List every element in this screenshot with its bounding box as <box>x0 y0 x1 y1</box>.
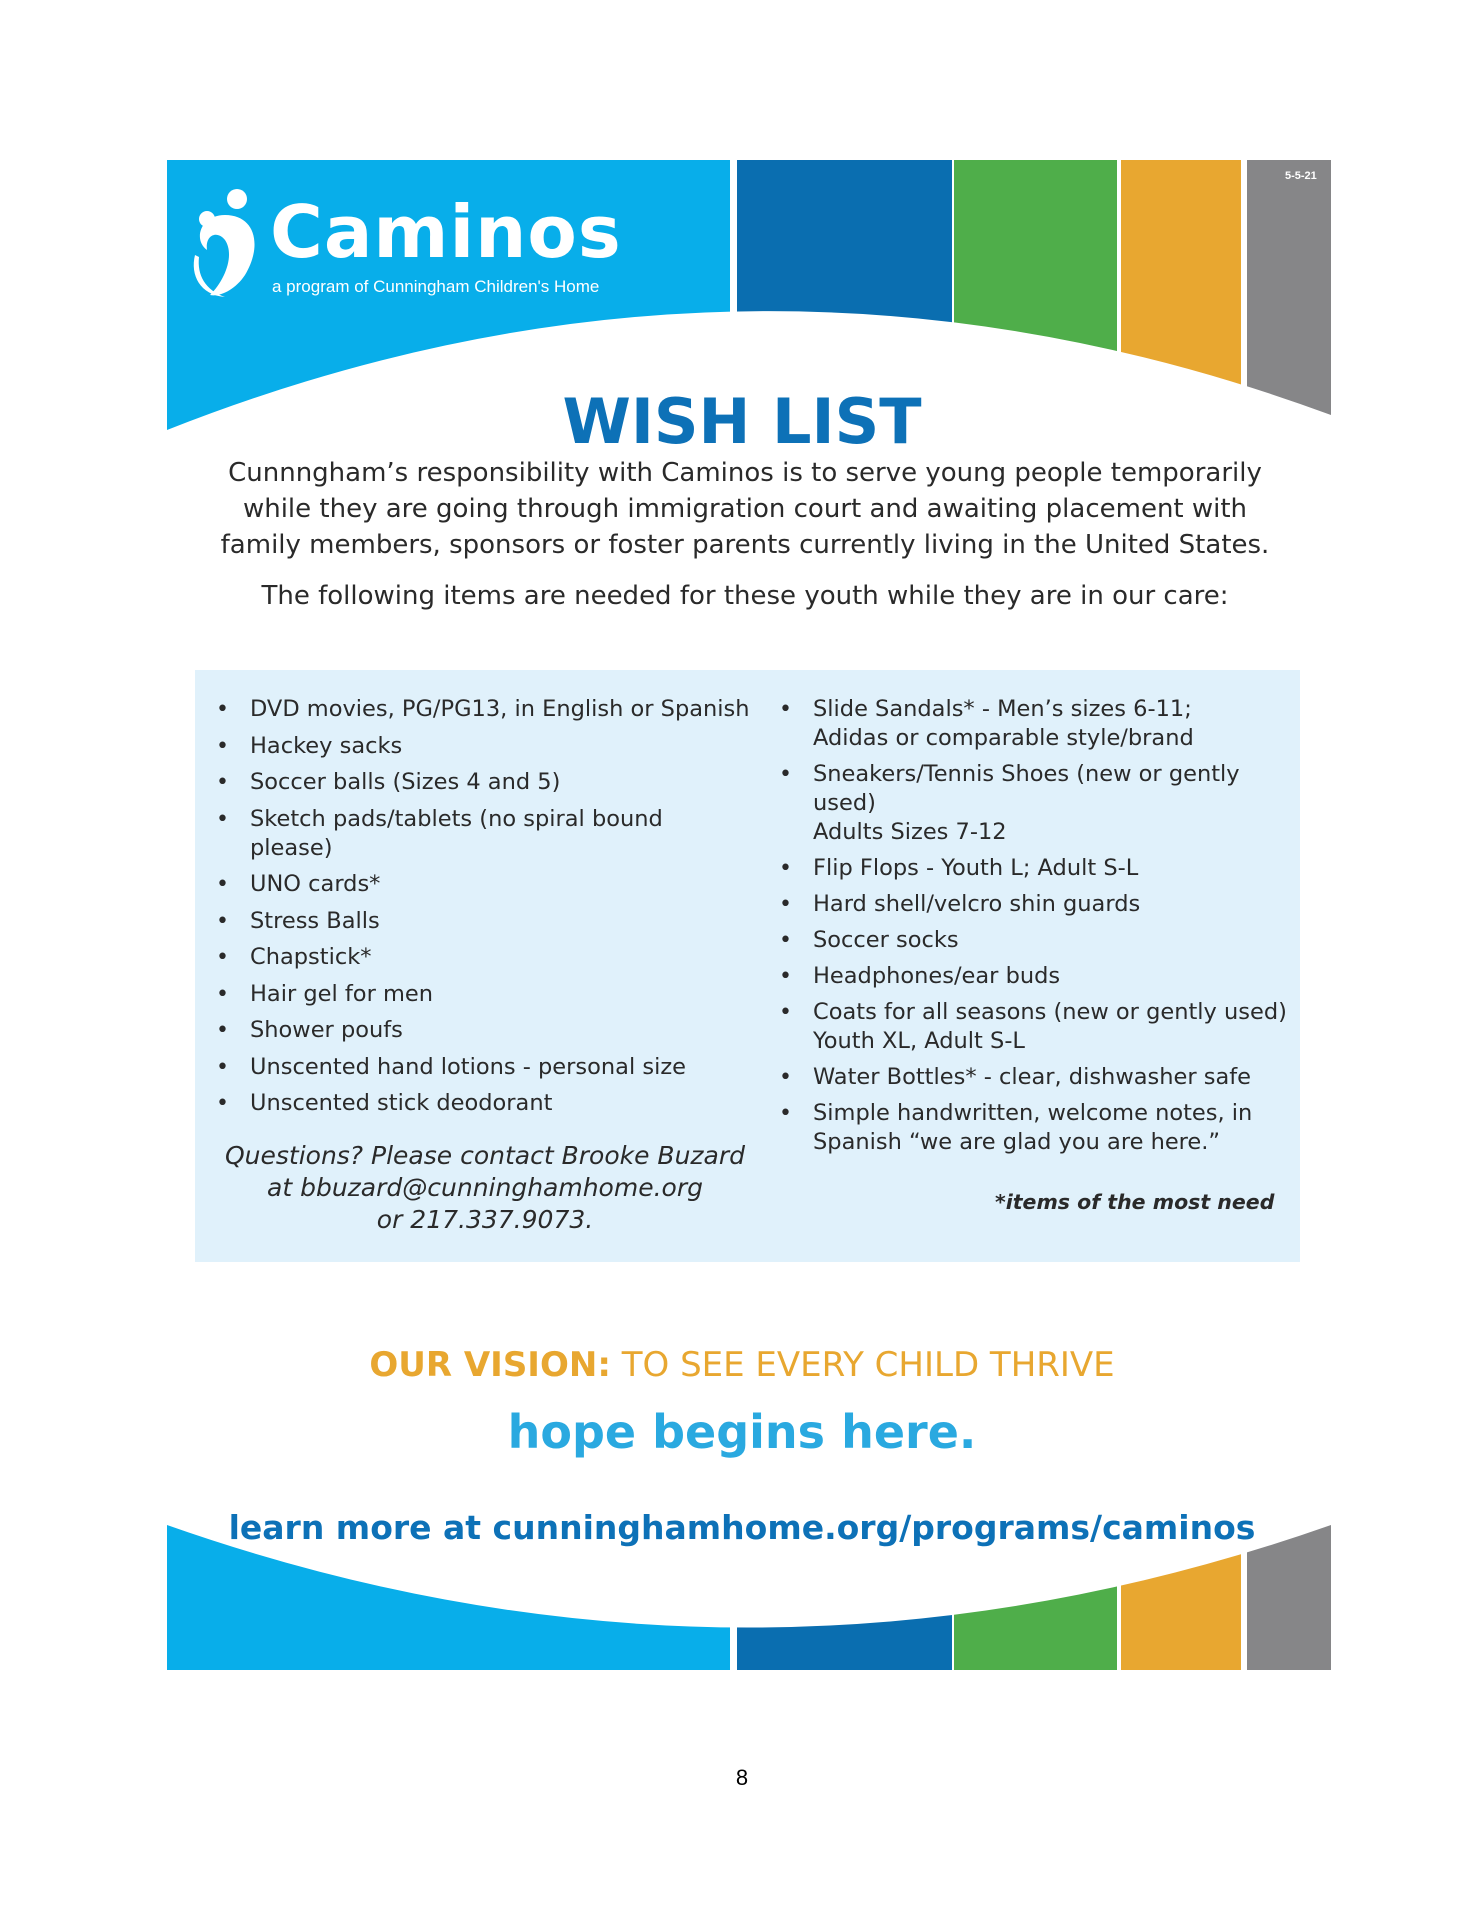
vision-label: OUR VISION: <box>369 1345 611 1385</box>
page-number: 8 <box>735 1765 749 1790</box>
most-need-note: *items of the most need <box>995 1190 1275 1214</box>
date-stamp: 5-5-21 <box>1285 170 1317 182</box>
intro-paragraph: Cunnngham’s responsibility with Caminos is to serve young people temporarily while they are going through immigration court and awaiting placement with family members, sponsors or foster parents currently living in the United States. <box>220 458 1270 560</box>
list-item: • Hackey sacks <box>210 732 750 761</box>
contact-info <box>195 1140 775 1236</box>
brand-name: Caminos <box>270 190 622 274</box>
contact-line: Questions? Please contact Brooke Buzard <box>224 1141 746 1170</box>
list-item: • Shower poufs <box>210 1016 750 1045</box>
contact-phone[interactable]: or 217.337.9073. <box>376 1205 594 1234</box>
list-item: • Stress Balls <box>210 907 750 936</box>
contact-email[interactable]: at bbuzard@cunninghamhome.org <box>267 1173 703 1202</box>
list-item: • DVD movies, PG/PG13, in English or Spanish <box>210 695 750 724</box>
caminos-logo-icon <box>185 185 265 300</box>
list-item: • Sketch pads/tablets (no spiral bound please) <box>210 805 750 863</box>
list-item: • Soccer balls (Sizes 4 and 5) <box>210 768 750 797</box>
brand-tagline: a program of Cunningham Children's Home <box>272 277 600 296</box>
list-item: • Water Bottles* - clear, dishwasher safe <box>773 1063 1298 1092</box>
list-item: • UNO cards* <box>210 870 750 899</box>
hope-slogan: hope begins here. <box>507 1405 977 1459</box>
list-item: • Headphones/ear buds <box>773 962 1298 991</box>
wishlist-panel <box>195 670 1300 1262</box>
wishlist-left-column <box>210 695 750 1126</box>
needed-items-intro: The following items are needed for these youth while they are in our care: <box>261 581 1229 611</box>
vision-statement <box>0 1345 1484 1385</box>
list-item: • Hair gel for men <box>210 980 750 1009</box>
list-item: • Chapstick* <box>210 943 750 972</box>
list-item: • Flip Flops - Youth L; Adult S-L <box>773 854 1298 883</box>
list-item: • Hard shell/velcro shin guards <box>773 890 1298 919</box>
page-title: WISH LIST <box>562 385 922 458</box>
list-item: • Unscented hand lotions - personal size <box>210 1053 750 1082</box>
vision-text: TO SEE EVERY CHILD THRIVE <box>610 1345 1115 1385</box>
list-item: • Simple handwritten, welcome notes, in Spanish “we are glad you are here.” <box>773 1099 1298 1157</box>
list-item: • Unscented stick deodorant <box>210 1089 750 1118</box>
wishlist-right-column <box>773 695 1298 1164</box>
learn-more-link[interactable]: learn more at cunninghamhome.org/programs/caminos <box>228 1508 1256 1547</box>
list-item: • Soccer socks <box>773 926 1298 955</box>
list-item: • Sneakers/Tennis Shoes (new or gently used) Adults Sizes 7-12 <box>773 760 1298 847</box>
list-item: • Slide Sandals* - Men’s sizes 6-11; Adidas or comparable style/brand <box>773 695 1298 753</box>
list-item: • Coats for all seasons (new or gently used) Youth XL, Adult S-L <box>773 998 1298 1056</box>
